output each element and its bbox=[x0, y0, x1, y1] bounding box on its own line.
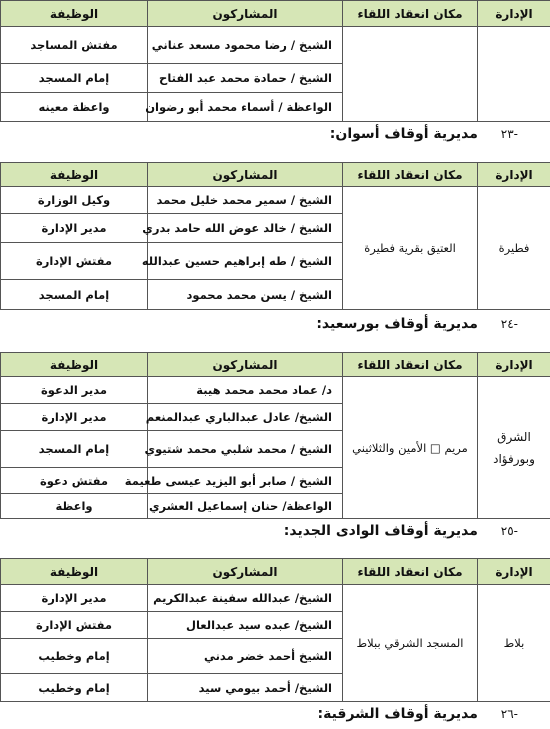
section-number: -٢٦ bbox=[500, 707, 518, 721]
role-cell: مفتش المساجد bbox=[1, 27, 148, 64]
header-role: الوظيفة bbox=[1, 163, 148, 187]
section-number: -٢٣ bbox=[500, 127, 518, 141]
role-cell: مفتش الإدارة bbox=[1, 243, 148, 280]
role-cell: إمام وخطيب bbox=[1, 674, 148, 702]
role-cell: واعظة معينه bbox=[1, 93, 148, 122]
header-participants: المشاركون bbox=[148, 1, 343, 27]
role-cell: إمام المسجد bbox=[1, 280, 148, 310]
section-title: مديرية أوقاف الوادى الجديد: bbox=[283, 523, 478, 539]
participant-cell: الشيخ/ أحمد بيومي سيد bbox=[148, 674, 343, 702]
role-cell: مدير الإدارة bbox=[1, 214, 148, 243]
admin-cell: فطيرة bbox=[478, 187, 550, 310]
participant-cell: الشيخ / سمير محمد خليل محمد bbox=[148, 187, 343, 214]
participant-cell: الشيخ / رضا محمود مسعد عناني bbox=[148, 27, 343, 64]
header-participants: المشاركون bbox=[148, 353, 343, 377]
role-cell: مدير الدعوة bbox=[1, 377, 148, 404]
participant-cell: الشيخ / يسن محمد محمود bbox=[148, 280, 343, 310]
participant-cell: د/ عماد محمد محمد هيبة bbox=[148, 377, 343, 404]
header-admin: الإدارة bbox=[478, 559, 550, 585]
role-cell: إمام وخطيب bbox=[1, 639, 148, 674]
header-place: مكان انعقاد اللقاء bbox=[343, 353, 478, 377]
section-number: -٢٥ bbox=[500, 524, 518, 538]
participant-cell: الشيخ / طه إبراهيم حسين عبدالله bbox=[148, 243, 343, 280]
table-2 bbox=[0, 162, 550, 310]
section-heading-23 bbox=[330, 126, 518, 142]
participant-cell: الواعظة/ حنان إسماعيل العشري bbox=[148, 494, 343, 519]
header-admin: الإدارة bbox=[478, 353, 550, 377]
participant-cell: الشيخ / حمادة محمد عبد الفتاح bbox=[148, 64, 343, 93]
admin-cell-text: الشرق وبورفؤاد bbox=[493, 429, 535, 466]
table-1 bbox=[0, 0, 550, 122]
place-cell: المسجد الشرقي ببلاط bbox=[343, 585, 478, 702]
header-role: الوظيفة bbox=[1, 1, 148, 27]
header-role: الوظيفة bbox=[1, 559, 148, 585]
section-title: مديرية أوقاف أسوان: bbox=[329, 126, 478, 142]
section-heading-24 bbox=[316, 316, 518, 332]
place-cell: مريم □ الأمين والثلاثيني bbox=[343, 377, 478, 519]
participant-cell: الشيخ / خالد عوض الله حامد بدري bbox=[148, 214, 343, 243]
header-participants: المشاركون bbox=[148, 163, 343, 187]
section-number: -٢٤ bbox=[500, 317, 518, 331]
place-cell: العتيق بقرية فطيرة bbox=[343, 187, 478, 310]
header-admin: الإدارة bbox=[478, 163, 550, 187]
role-cell: إمام المسجد bbox=[1, 431, 148, 468]
role-cell: مفتش دعوة bbox=[1, 468, 148, 494]
participant-cell: الشيخ/ عبدالله سفينة عبدالكريم bbox=[148, 585, 343, 612]
header-place: مكان انعقاد اللقاء bbox=[343, 163, 478, 187]
role-cell: مدير الإدارة bbox=[1, 404, 148, 431]
participant-cell: الواعظة / أسماء محمد أبو رضوان bbox=[148, 93, 343, 122]
participant-cell: الشيخ/ عبده سيد عبدالعال bbox=[148, 612, 343, 639]
role-cell: وكيل الوزارة bbox=[1, 187, 148, 214]
role-cell: مدير الإدارة bbox=[1, 585, 148, 612]
role-cell: مفتش الإدارة bbox=[1, 612, 148, 639]
section-heading-26 bbox=[318, 706, 519, 722]
header-admin: الإدارة bbox=[478, 1, 550, 27]
header-place: مكان انعقاد اللقاء bbox=[343, 559, 478, 585]
header-place: مكان انعقاد اللقاء bbox=[343, 1, 478, 27]
participant-cell: الشيخ / محمد شلبي محمد شتيوي bbox=[148, 431, 343, 468]
place-cell bbox=[343, 27, 478, 122]
participant-cell: الشيخ أحمد خضر مدني bbox=[148, 639, 343, 674]
role-cell: واعظة bbox=[1, 494, 148, 519]
participant-cell: الشيخ / صابر أبو اليزيد عيسى طعيمة bbox=[148, 468, 343, 494]
table-3 bbox=[0, 352, 550, 519]
admin-cell bbox=[478, 27, 550, 122]
admin-cell: بلاط bbox=[478, 585, 550, 702]
participant-cell: الشيخ/ عادل عبدالباري عبدالمنعم bbox=[148, 404, 343, 431]
section-title: مديرية أوقاف بورسعيد: bbox=[316, 316, 478, 332]
role-cell: إمام المسجد bbox=[1, 64, 148, 93]
section-heading-25 bbox=[284, 523, 518, 539]
admin-cell bbox=[478, 377, 550, 519]
table-4 bbox=[0, 558, 550, 702]
header-participants: المشاركون bbox=[148, 559, 343, 585]
header-role: الوظيفة bbox=[1, 353, 148, 377]
section-title: مديرية أوقاف الشرقية: bbox=[317, 706, 478, 722]
